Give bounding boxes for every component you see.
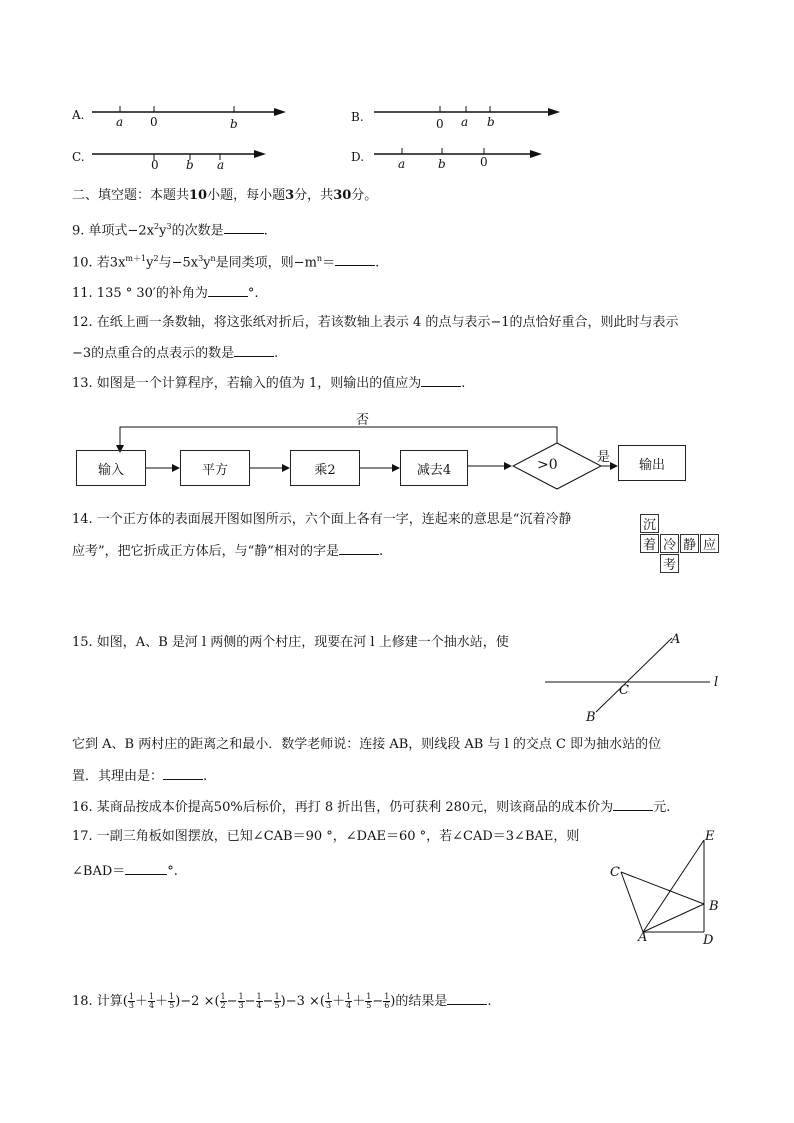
point-e-label: E: [705, 829, 715, 844]
flow-square-box: 平方: [180, 450, 250, 486]
mark-zero: 0: [151, 158, 159, 172]
river-l-label: l: [714, 675, 719, 690]
answer-blank[interactable]: [335, 251, 375, 266]
question-15-line1: 15. 如图，A、B 是河 l 两侧的两个村庄，现要在河 l 上修建一个抽水站，使: [72, 635, 509, 650]
net-face: 应: [700, 534, 719, 553]
mark-a: a: [217, 158, 225, 172]
answer-blank[interactable]: [613, 796, 653, 811]
question-16: 16. 某商品按成本价提高50%后标价，再打 8 折出售，仍可获利 280元，则该商品的成本价为 元.: [72, 796, 670, 818]
mark-a: a: [398, 157, 406, 171]
question-17-line1: 17. 一副三角板如图摆放，已知∠CAB＝90 °，∠DAE＝60 °，若∠CAD＝3∠BAE，则: [72, 829, 580, 844]
section-header: 二、填空题：本题共10小题，每小题3分，共30分。: [72, 188, 378, 203]
option-d-label: D.: [351, 150, 365, 164]
question-10: 10. 若$3x^{m+1}y^2$与$-5x^3y^n$是同类项，则$-m^n=$ .: [72, 249, 379, 273]
question-9: 9. 单项式$-2x^2y^3$的次数是 .: [72, 217, 268, 241]
answer-blank[interactable]: [339, 540, 379, 555]
number-line-c: [90, 146, 270, 166]
mark-a: a: [461, 115, 469, 129]
point-a-label: A: [671, 632, 681, 647]
flowchart-lines: [70, 405, 710, 495]
answer-blank[interactable]: [234, 342, 274, 357]
answer-blank[interactable]: [224, 219, 264, 234]
mark-b: b: [186, 158, 194, 172]
net-face: 考: [660, 554, 679, 573]
net-face: 冷: [660, 534, 679, 553]
option-b-label: B.: [351, 110, 364, 124]
mark-a: a: [116, 115, 124, 129]
answer-blank[interactable]: [208, 282, 248, 297]
option-c-label: C.: [72, 150, 85, 164]
flow-yes-label: 是: [597, 450, 611, 465]
question-13: 13. 如图是一个计算程序，若输入的值为 1，则输出的值应为 .: [72, 372, 465, 394]
answer-blank[interactable]: [163, 765, 203, 780]
question-12-line2: −3的点重合的点表示的数是 .: [72, 342, 278, 364]
question-11: 11. 135 ° 30′的补角为 °.: [72, 282, 259, 304]
question-17-line2: ∠BAD＝ °.: [72, 860, 178, 882]
net-face: 静: [680, 534, 699, 553]
option-a-label: A.: [72, 108, 85, 122]
net-face: 着: [640, 534, 659, 553]
mark-b: b: [438, 157, 446, 171]
mark-zero: 0: [480, 155, 488, 169]
point-b-label: B: [586, 710, 596, 725]
triangle-lines: [600, 830, 730, 950]
flow-no-label: 否: [356, 413, 370, 428]
question-15-line2: 它到 A、B 两村庄的距离之和最小．数学老师说：连接 AB，则线段 AB 与 l 的交点 C 即为抽水站的位: [72, 737, 662, 752]
mark-b: b: [487, 115, 495, 129]
flow-input-box: 输入: [76, 450, 146, 486]
answer-blank[interactable]: [125, 860, 167, 875]
question-18: 18. 计算( $\frac{1}{3}$ ＋ $\frac{1}{4}$ ＋ $\frac{1}{5}$ )−2 ×( $\frac{1}{2}$ − $\frac{1}{3}$ − $\frac{1}{4}$ − $\frac{1}{5}$ )−3 ×( $\frac{1}{3}$ ＋ $\frac{1}{4}$ ＋ $\frac{1}{5}$ − $\frac{1}{6}$ )的结果是 .: [72, 992, 492, 1010]
answer-blank[interactable]: [447, 990, 487, 1005]
flow-output-box: 输出: [618, 445, 686, 481]
flow-minus4-box: 减去4: [400, 450, 468, 486]
mark-b: b: [230, 117, 238, 131]
flow-condition: >0: [537, 457, 558, 473]
point-b-label: B: [709, 899, 719, 914]
question-15-line3: 置．其理由是： .: [72, 765, 207, 787]
point-c-label: C: [619, 683, 629, 698]
question-12-line1: 12. 在纸上画一条数轴，将这张纸对折后，若该数轴上表示 4 的点与表示−1的点恰好重合，则此时与表示: [72, 315, 679, 330]
question-14-line2: 应考”，把它折成正方体后，与“静”相对的字是 .: [72, 540, 383, 562]
answer-blank[interactable]: [421, 372, 461, 387]
flow-times2-box: 乘2: [290, 450, 360, 486]
question-14-line1: 14. 一个正方体的表面展开图如图所示，六个面上各有一字，连起来的意思是“沉着冷静: [72, 512, 572, 527]
river-lines: [540, 630, 730, 730]
point-c-label: C: [610, 865, 620, 880]
point-d-label: D: [703, 933, 714, 948]
mark-zero: 0: [150, 115, 158, 129]
point-a-label: A: [638, 930, 648, 945]
mark-zero: 0: [436, 117, 444, 131]
net-face: 沉: [640, 514, 659, 533]
